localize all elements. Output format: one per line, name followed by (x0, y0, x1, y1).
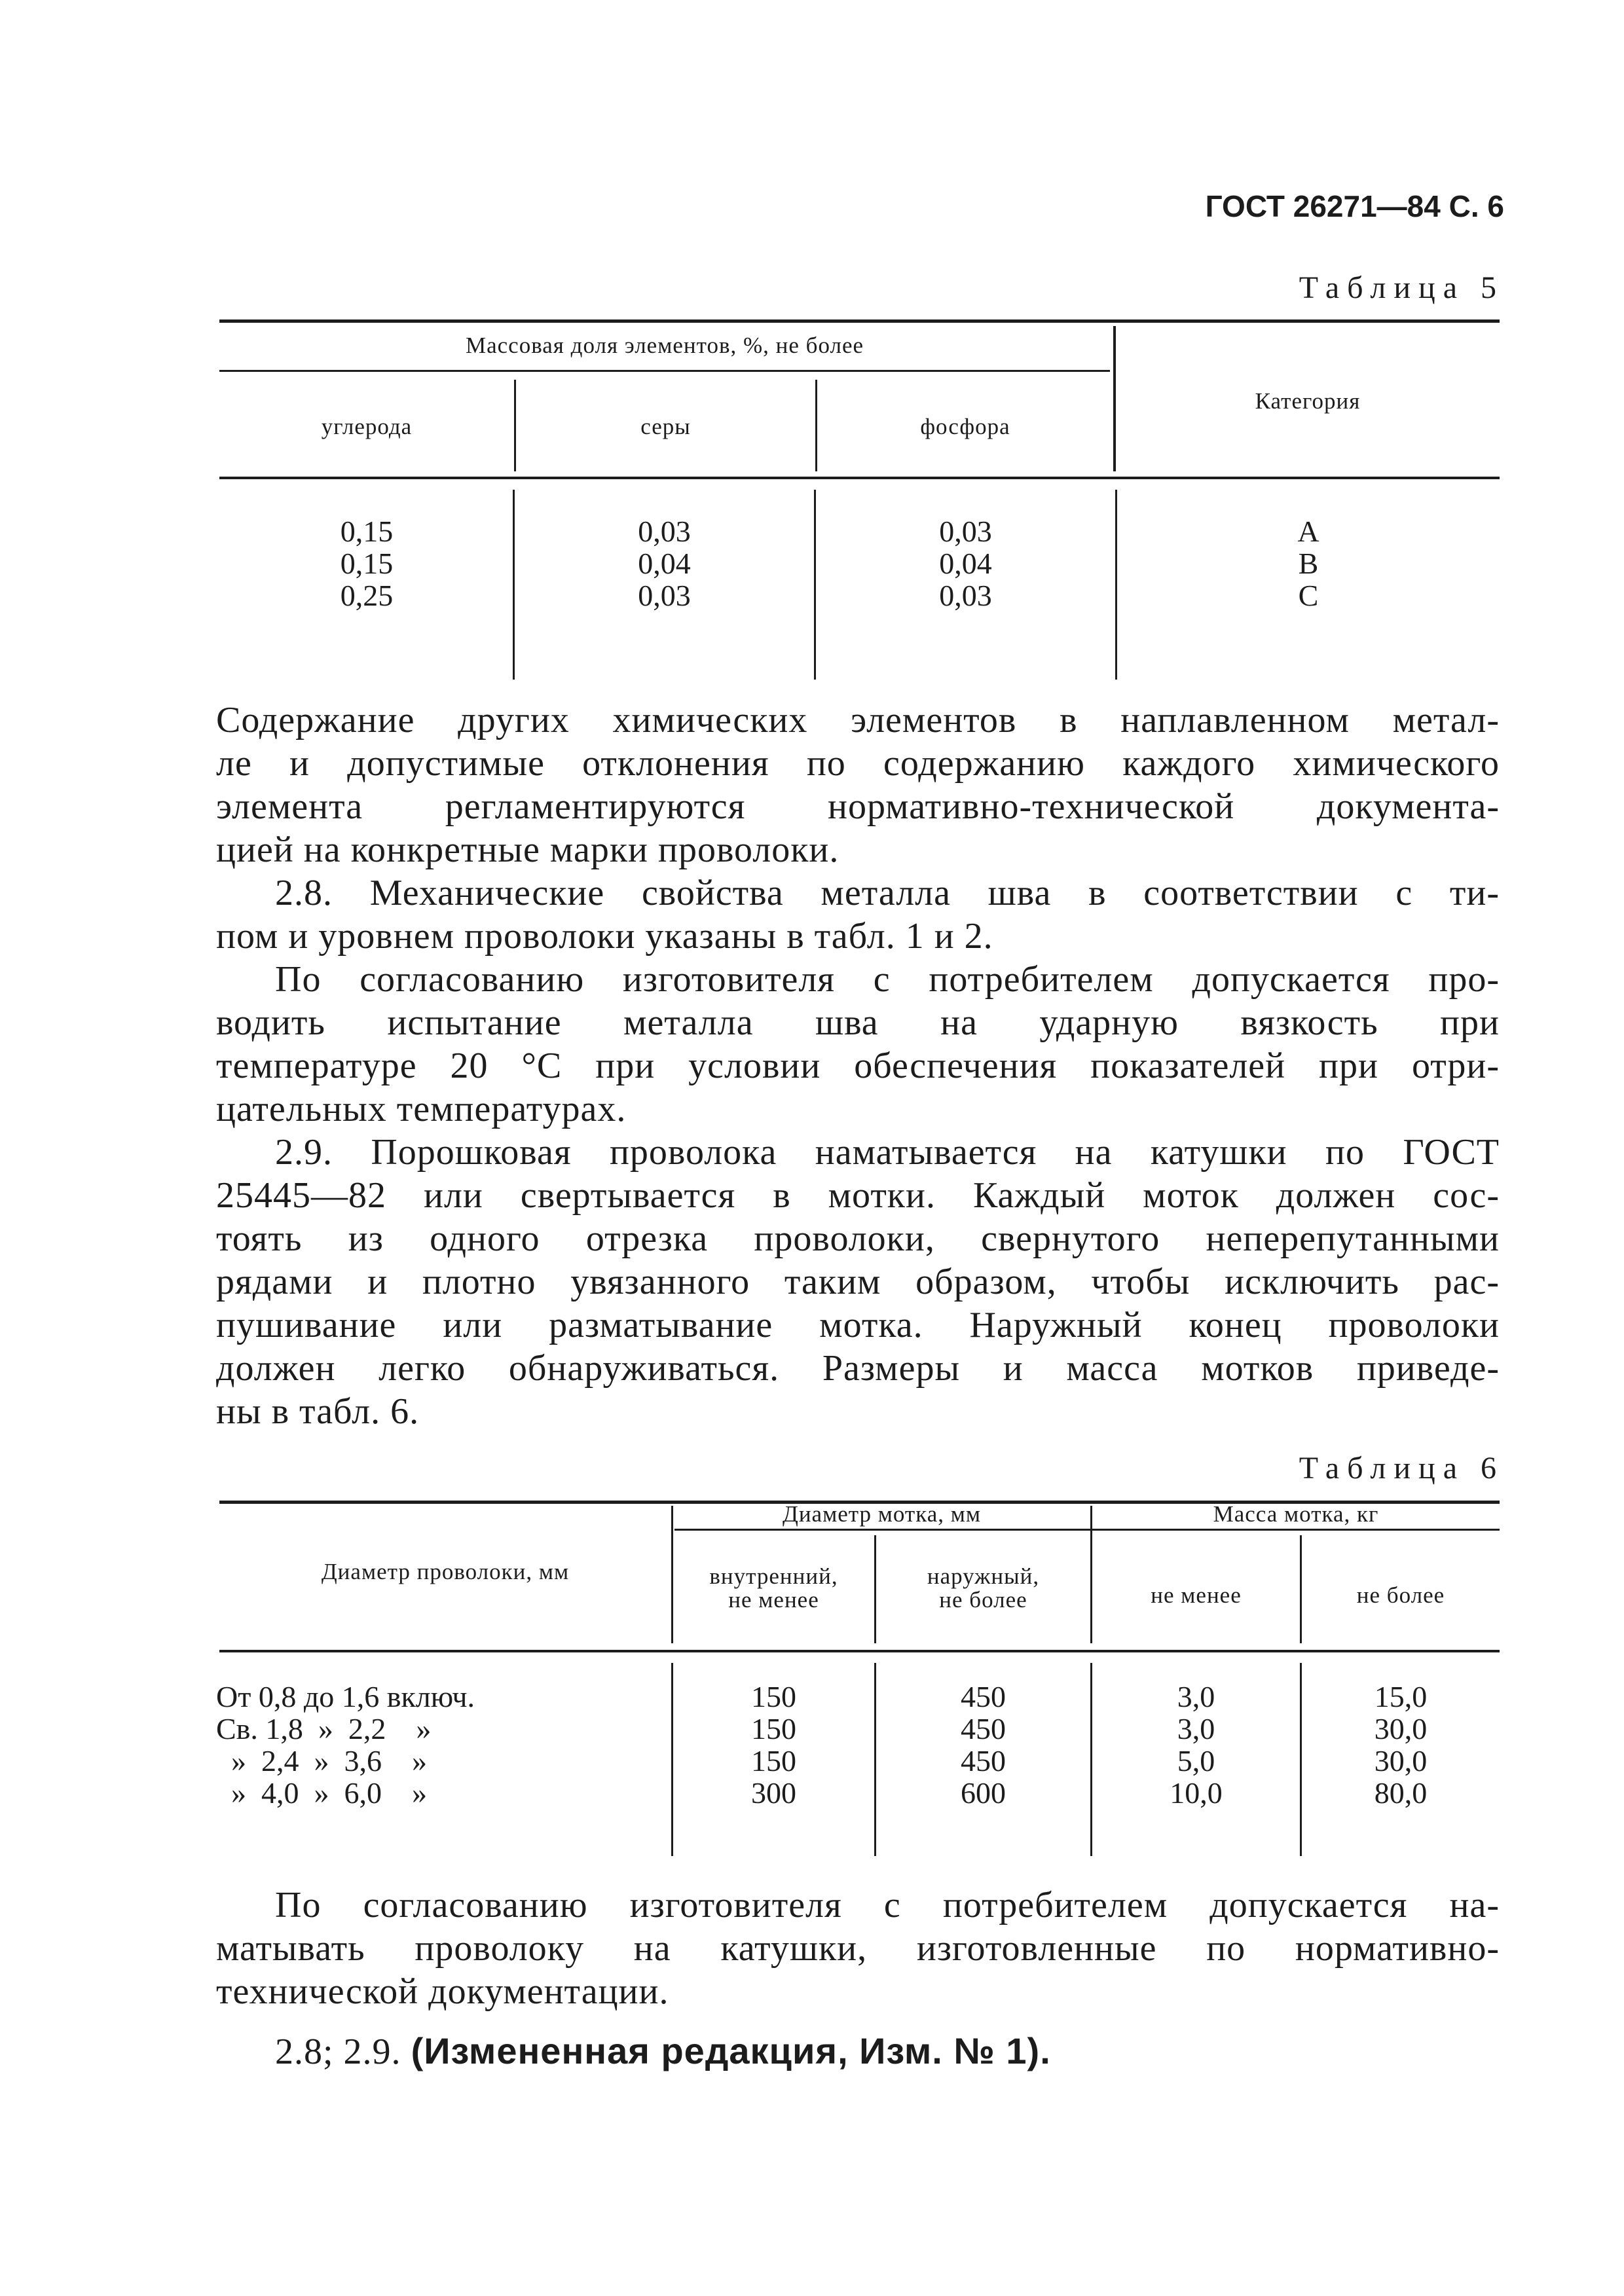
text-line: 2.9. Порошковая проволока наматывается на катушки по ГОСТ (275, 1132, 1500, 1173)
table6-group-coil-diameter: Диаметр мотка, мм (782, 1501, 982, 1527)
table6-col-outer: наружный, не более (927, 1563, 1040, 1613)
text-line: элемента регламентируются нормативно-технической документа- (216, 786, 1500, 827)
table6-col-wire-diameter: Диаметр проволоки, мм (321, 1559, 570, 1584)
table6-col-mass-min: не менее (1151, 1582, 1242, 1608)
table6-mass-min-values: 3,0 3,0 5,0 10,0 (1170, 1680, 1223, 1810)
text-line: цательных температурах. (216, 1089, 627, 1129)
table6-caption: Таблица 6 (1299, 1451, 1504, 1485)
text-line: должен легко обнаруживаться. Размеры и масса мотков приведе- (216, 1348, 1500, 1389)
table5-group-header: Массовая доля элементов, %, не более (465, 333, 864, 358)
text-line: По согласованию изготовителя с потребителем допускается на- (275, 1885, 1500, 1925)
table5-carbon-values: 0,15 0,15 0,25 (340, 515, 394, 612)
table5-col-carbon: углерода (321, 414, 413, 439)
text-line: По согласованию изготовителя с потребителем допускается про- (275, 959, 1500, 1000)
text-line: пом и уровнем проволоки указаны в табл. 1 и 2. (216, 916, 993, 957)
table5-col-phosphorus: фосфора (920, 414, 1010, 439)
table6-col-inner: внутренний, не менее (709, 1563, 838, 1613)
table5-category-values: A B C (1297, 515, 1320, 612)
table6-col-mass-max: не более (1356, 1582, 1445, 1608)
amendment-note: (Измененная редакция, Изм. № 1). (411, 2030, 1051, 2071)
amendment-line (275, 2030, 1051, 2073)
text-line: матывать проволоку на катушки, изготовленные по нормативно- (216, 1928, 1500, 1969)
table5-sulfur-values: 0,03 0,04 0,03 (638, 515, 691, 612)
table5-col-category: Категория (1255, 388, 1361, 414)
text-line: 2.8. Механические свойства металла шва в соответствии с ти- (275, 873, 1500, 913)
table5-col-sulfur: серы (640, 414, 691, 439)
text-line: водить испытание металла шва на ударную вязкость при (216, 1002, 1500, 1043)
text-line: 25445—82 или свертывается в мотки. Каждый моток должен сос- (216, 1175, 1500, 1216)
amendment-prefix: 2.8; 2.9. (275, 2032, 411, 2072)
text-line: пушивание или разматывание мотка. Наружный конец проволоки (216, 1305, 1500, 1345)
table6-group-coil-mass: Масса мотка, кг (1213, 1501, 1379, 1527)
table6-outer-values: 450 450 450 600 (961, 1680, 1006, 1810)
text-line: температуре 20 °С при условии обеспечения показателей при отри- (216, 1046, 1500, 1086)
table5-phosphorus-values: 0,03 0,04 0,03 (939, 515, 992, 612)
text-line: рядами и плотно увязанного таким образом, чтобы исключить рас- (216, 1262, 1500, 1302)
text-line: цией на конкретные марки проволоки. (216, 829, 840, 870)
table6-mass-max-values: 15,0 30,0 30,0 80,0 (1374, 1680, 1428, 1810)
text-line: тоять из одного отрезка проволоки, свернутого неперепутанными (216, 1218, 1500, 1259)
text-line: ле и допустимые отклонения по содержанию каждого химического (216, 743, 1500, 784)
table5-caption: Таблица 5 (1299, 270, 1504, 305)
table6-inner-values: 150 150 150 300 (751, 1680, 796, 1810)
table6-diameter-values: От 0,8 до 1,6 включ. Св. 1,8 » 2,2 » » 2,4 » 3,6 » » 4,0 » 6,0 » (216, 1680, 475, 1810)
text-line: технической документации. (216, 1971, 669, 2012)
running-title: ГОСТ 26271—84 С. 6 (1205, 189, 1504, 223)
text-line: ны в табл. 6. (216, 1391, 420, 1432)
text-line: Содержание других химических элементов в наплавленном метал- (216, 700, 1500, 740)
